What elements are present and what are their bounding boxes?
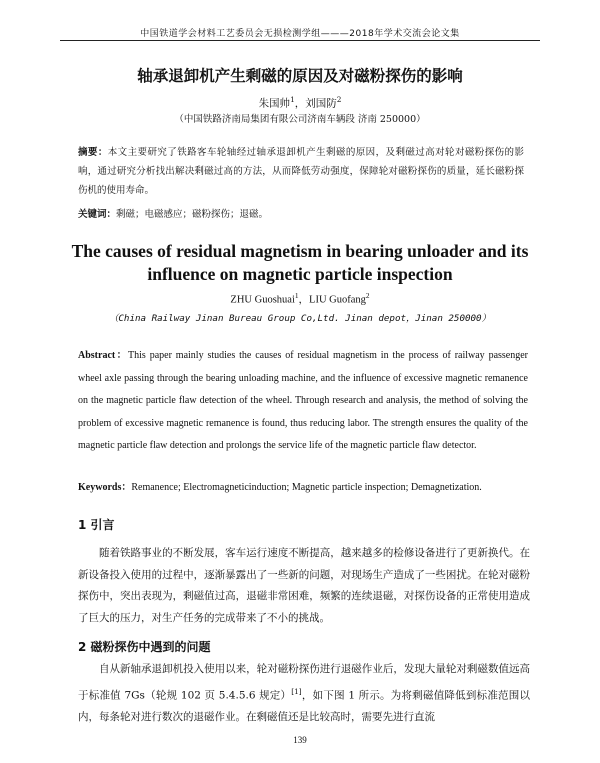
zh-author-sep: ， xyxy=(294,97,306,110)
citation-ref: [1] xyxy=(291,686,302,696)
section-2-text-b: ，如下图 1 所示。为将剩磁值降低到标准范围以内，每条轮对进行数次的退磁作业。在剩磁值还是比较高时，需要先进行直流 xyxy=(78,689,530,723)
en-author-1-sup: 1 xyxy=(294,291,299,300)
section-1-heading: 1 引言 xyxy=(78,518,115,532)
en-authors xyxy=(0,291,600,307)
running-header: 中国铁道学会材料工艺委员会无损检测学组———2018年学术交流会论文集 xyxy=(140,29,460,39)
zh-author-2: 刘国防 xyxy=(305,97,337,110)
en-title: The causes of residual magnetism in bearing unloader and its influence on magnetic particle inspection xyxy=(71,241,529,284)
en-keywords-text: Remanence; Electromagneticinduction; Magnetic particle inspection; Demagnetization. xyxy=(131,482,482,493)
section-1-paragraph: 随着铁路事业的不断发展，客车运行速度不断提高，越来越多的检修设备进行了更新换代。在新设备投入使用的过程中，逐渐暴露出了一些新的问题，对现场生产造成了一些困扰。在轮对磁粉探伤中，突出表现为，剩磁值过高，退磁非常困难，频繁的连续退磁，对探伤设备的正常使用造成了巨大的压力，对生产任务的完成带来了不小的挑战。 xyxy=(78,547,530,624)
zh-author-1-sup: 1 xyxy=(290,95,295,104)
zh-keywords-label: 关键词： xyxy=(78,209,117,220)
zh-keywords-text: 剩磁；电磁感应；磁粉探伤；退磁。 xyxy=(116,209,269,220)
zh-keywords xyxy=(78,206,524,220)
en-author-1: ZHU Guoshuai xyxy=(230,294,295,306)
en-author-sep: ， xyxy=(298,294,310,306)
page-number: 139 xyxy=(293,735,307,745)
zh-title: 轴承退卸机产生剩磁的原因及对磁粉探伤的影响 xyxy=(137,67,463,85)
en-abstract-text: This paper mainly studies the causes of residual magnetism in the process of railway passenger wheel axle passing through the bearing unloading machine, and the influence of excessive magnetic remanence on the magnetic particle flaw detection of the wheel. Through research and analysis, the method of solving the problem of excessive magnetic remanence is found, thus reducing labor. The strength ensures the quality of the magnetic particle flaw detection and prolongs the service life of the magnetic particle flaw detector. xyxy=(78,350,529,451)
section-2-paragraph xyxy=(78,659,530,728)
zh-author-2-sup: 2 xyxy=(336,95,342,104)
zh-abstract-text: 本文主要研究了铁路客车轮轴经过轴承退卸机产生剩磁的原因，及剩磁过高对轮对磁粉探伤的影响，通过研究分析找出解决剩磁过高的方法，从而降低劳动强度，保障轮对磁粉探伤的质量，延长磁粉探伤机的使用寿命。 xyxy=(78,147,524,196)
en-author-2: LIU Guofang xyxy=(309,294,366,306)
zh-authors xyxy=(0,95,600,111)
zh-abstract xyxy=(78,143,524,200)
en-affiliation: （China Railway Jinan Bureau Group Co,Ltd. Jinan depot，Jinan 250000） xyxy=(109,313,491,324)
zh-author-1: 朱国帅 xyxy=(258,97,291,110)
en-keywords-label: Keywords： xyxy=(78,482,132,493)
header-rule xyxy=(60,40,540,41)
zh-affiliation: （中国铁路济南局集团有限公司济南车辆段 济南 250000） xyxy=(174,114,426,125)
en-keywords xyxy=(78,478,528,493)
en-author-2-sup: 2 xyxy=(365,291,370,300)
zh-abstract-label: 摘要： xyxy=(78,147,108,158)
section-2-text-a: 自从新轴承退卸机投入使用以来，轮对磁粉探伤进行退磁作业后，发现大量轮对剩磁数值远高于标准值 7Gs（轮规 102 页 5.4.5.6 规定） xyxy=(78,663,530,701)
en-abstract-label: Abstract： xyxy=(78,350,129,361)
section-2-heading: 2 磁粉探伤中遇到的问题 xyxy=(78,640,211,654)
en-abstract xyxy=(78,345,528,458)
